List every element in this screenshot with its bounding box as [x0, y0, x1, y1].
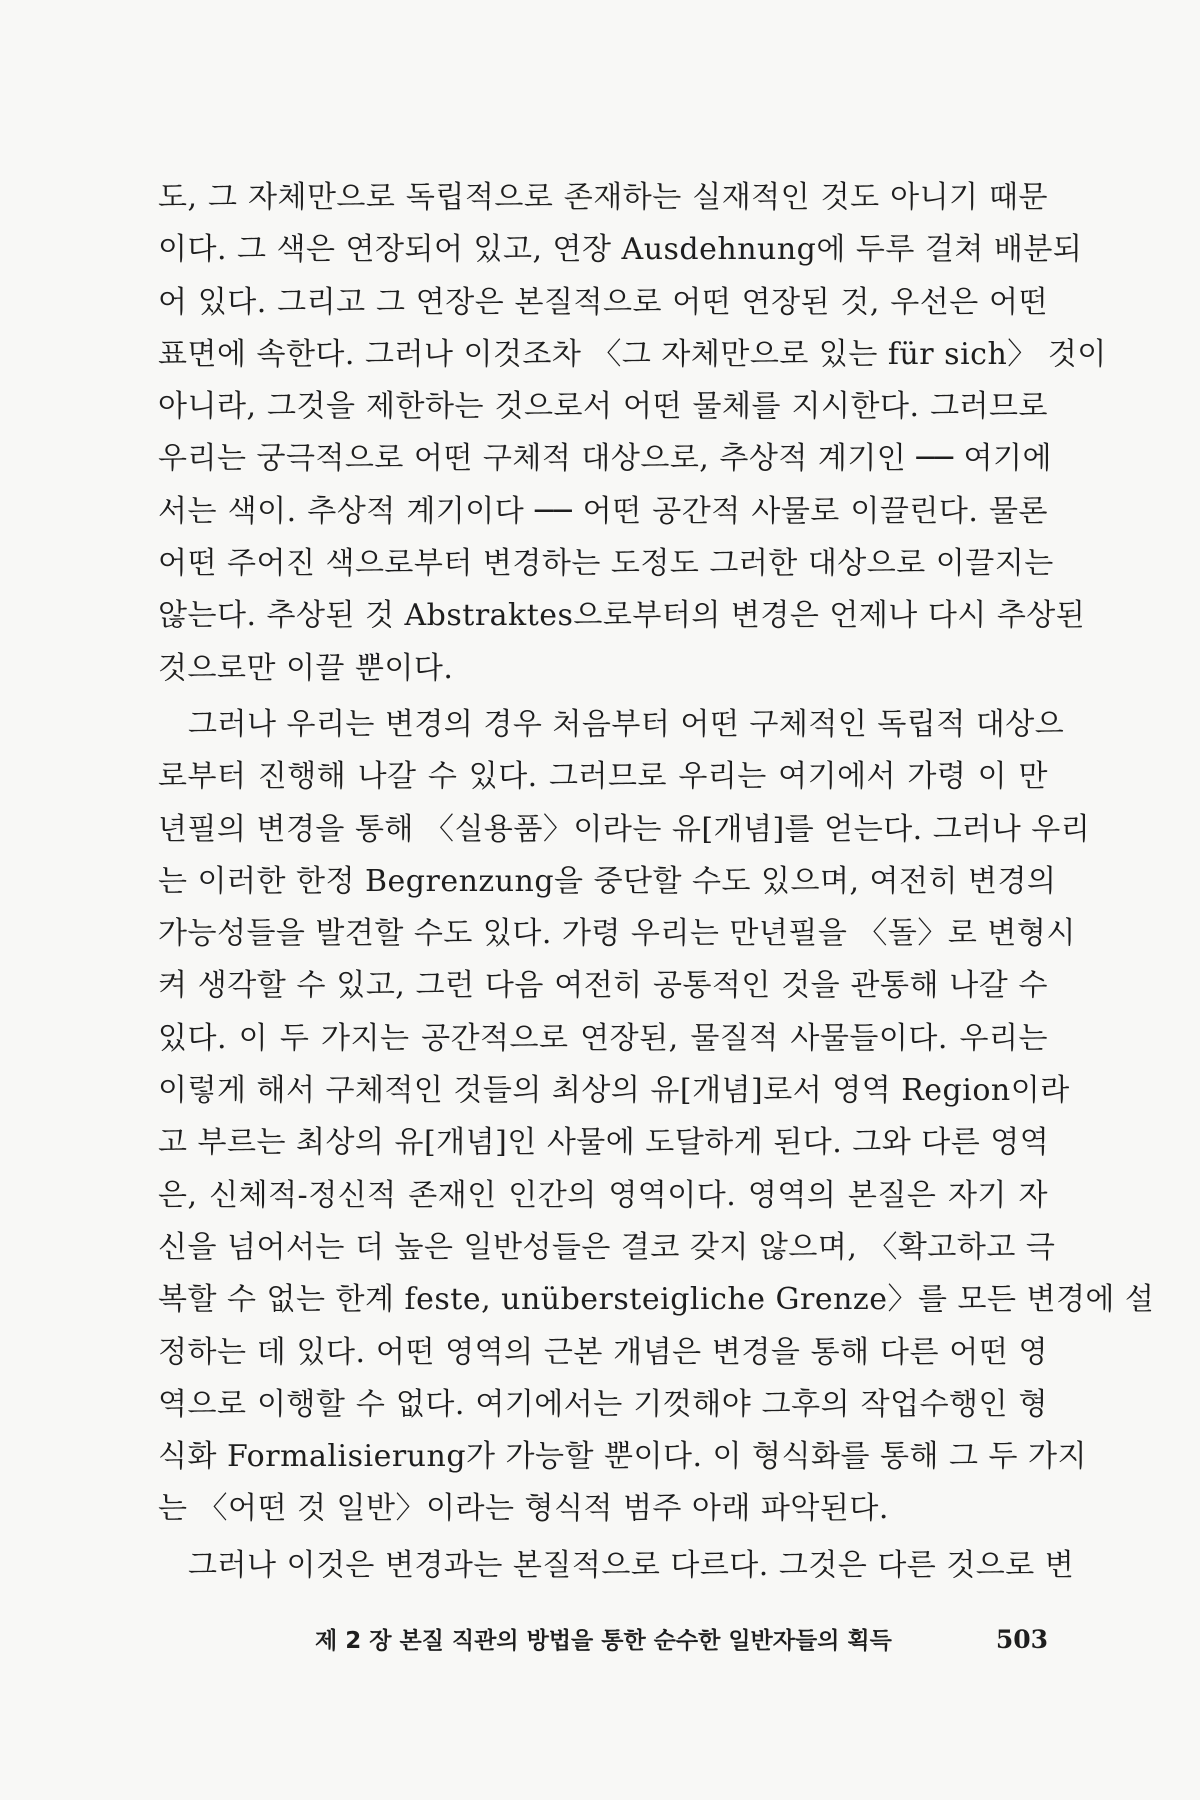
text-line: 우리는 궁극적으로 어떤 구체적 대상으로, 추상적 계기인 ── 여기에 [158, 441, 1052, 477]
text-line: 복할 수 없는 한계 feste, unübersteigliche Grenze〉를 모든 변경에 설 [158, 1282, 1155, 1318]
paragraph-first-line: 그러나 우리는 변경의 경우 처음부터 어떤 구체적인 독립적 대상으 [188, 706, 1065, 742]
running-head: 제 2 장 본질 직관의 방법을 통한 순수한 일반자들의 획득 [315, 1628, 892, 1654]
paragraph-first-line: 그러나 이것은 변경과는 본질적으로 다르다. 그것은 다른 것으로 변 [188, 1547, 1075, 1583]
page-footer [315, 1622, 1048, 1655]
text-line: 표면에 속한다. 그러나 이것조차 〈그 자체만으로 있는 für sich〉 것이 [158, 336, 1107, 372]
text-line: 는 〈어떤 것 일반〉이라는 형식적 범주 아래 파악된다. [158, 1491, 889, 1527]
text-line: 서는 색이. 추상적 계기이다 ── 어떤 공간적 사물로 이끌린다. 물론 [158, 493, 1048, 529]
text-line: 역으로 이행할 수 없다. 여기에서는 기껏해야 그후의 작업수행인 형 [158, 1386, 1048, 1422]
text-line: 식화 Formalisierung가 가능할 뿐이다. 이 형식화를 통해 그 두 가지 [158, 1439, 1087, 1475]
text-line: 것으로만 이끌 뿐이다. [158, 650, 454, 686]
text-line: 고 부르는 최상의 유[개념]인 사물에 도달하게 된다. 그와 다른 영역 [158, 1125, 1050, 1161]
text-line: 는 이러한 한정 Begrenzung을 중단할 수도 있으며, 여전히 변경의 [158, 863, 1057, 899]
text-line: 어 있다. 그리고 그 연장은 본질적으로 어떤 연장된 것, 우선은 어떤 [158, 284, 1048, 320]
text-line: 가능성들을 발견할 수도 있다. 가령 우리는 만년필을 〈돌〉로 변형시 [158, 916, 1076, 952]
text-line: 않는다. 추상된 것 Abstraktes으로부터의 변경은 언제나 다시 추상된 [158, 598, 1086, 634]
text-line: 있다. 이 두 가지는 공간적으로 연장된, 물질적 사물들이다. 우리는 [158, 1020, 1048, 1056]
text-line: 이렇게 해서 구체적인 것들의 최상의 유[개념]로서 영역 Region이라 [158, 1073, 1070, 1109]
text-line: 도, 그 자체만으로 독립적으로 존재하는 실재적인 것도 아니기 때문 [158, 180, 1048, 215]
body-text [158, 172, 1155, 1592]
text-line: 정하는 데 있다. 어떤 영역의 근본 개념은 변경을 통해 다른 어떤 영 [158, 1334, 1048, 1370]
text-line: 신을 넘어서는 더 높은 일반성들은 결코 갖지 않으며, 〈확고하고 극 [158, 1229, 1056, 1265]
text-line: 년필의 변경을 통해 〈실용품〉이라는 유[개념]를 얻는다. 그러나 우리 [158, 811, 1091, 847]
page-number: 503 [995, 1625, 1048, 1654]
text-line: 로부터 진행해 나갈 수 있다. 그러므로 우리는 여기에서 가령 이 만 [158, 759, 1048, 795]
text-line: 어떤 주어진 색으로부터 변경하는 도정도 그러한 대상으로 이끌지는 [158, 546, 1054, 582]
text-line: 은, 신체적-정신적 존재인 인간의 영역이다. 영역의 본질은 자기 자 [158, 1177, 1048, 1213]
text-line: 켜 생각할 수 있고, 그런 다음 여전히 공통적인 것을 관통해 나갈 수 [158, 968, 1048, 1004]
text-line: 아니라, 그것을 제한하는 것으로서 어떤 물체를 지시한다. 그러므로 [158, 389, 1048, 425]
text-line: 이다. 그 색은 연장되어 있고, 연장 Ausdehnung에 두루 걸쳐 배분되 [158, 232, 1083, 268]
